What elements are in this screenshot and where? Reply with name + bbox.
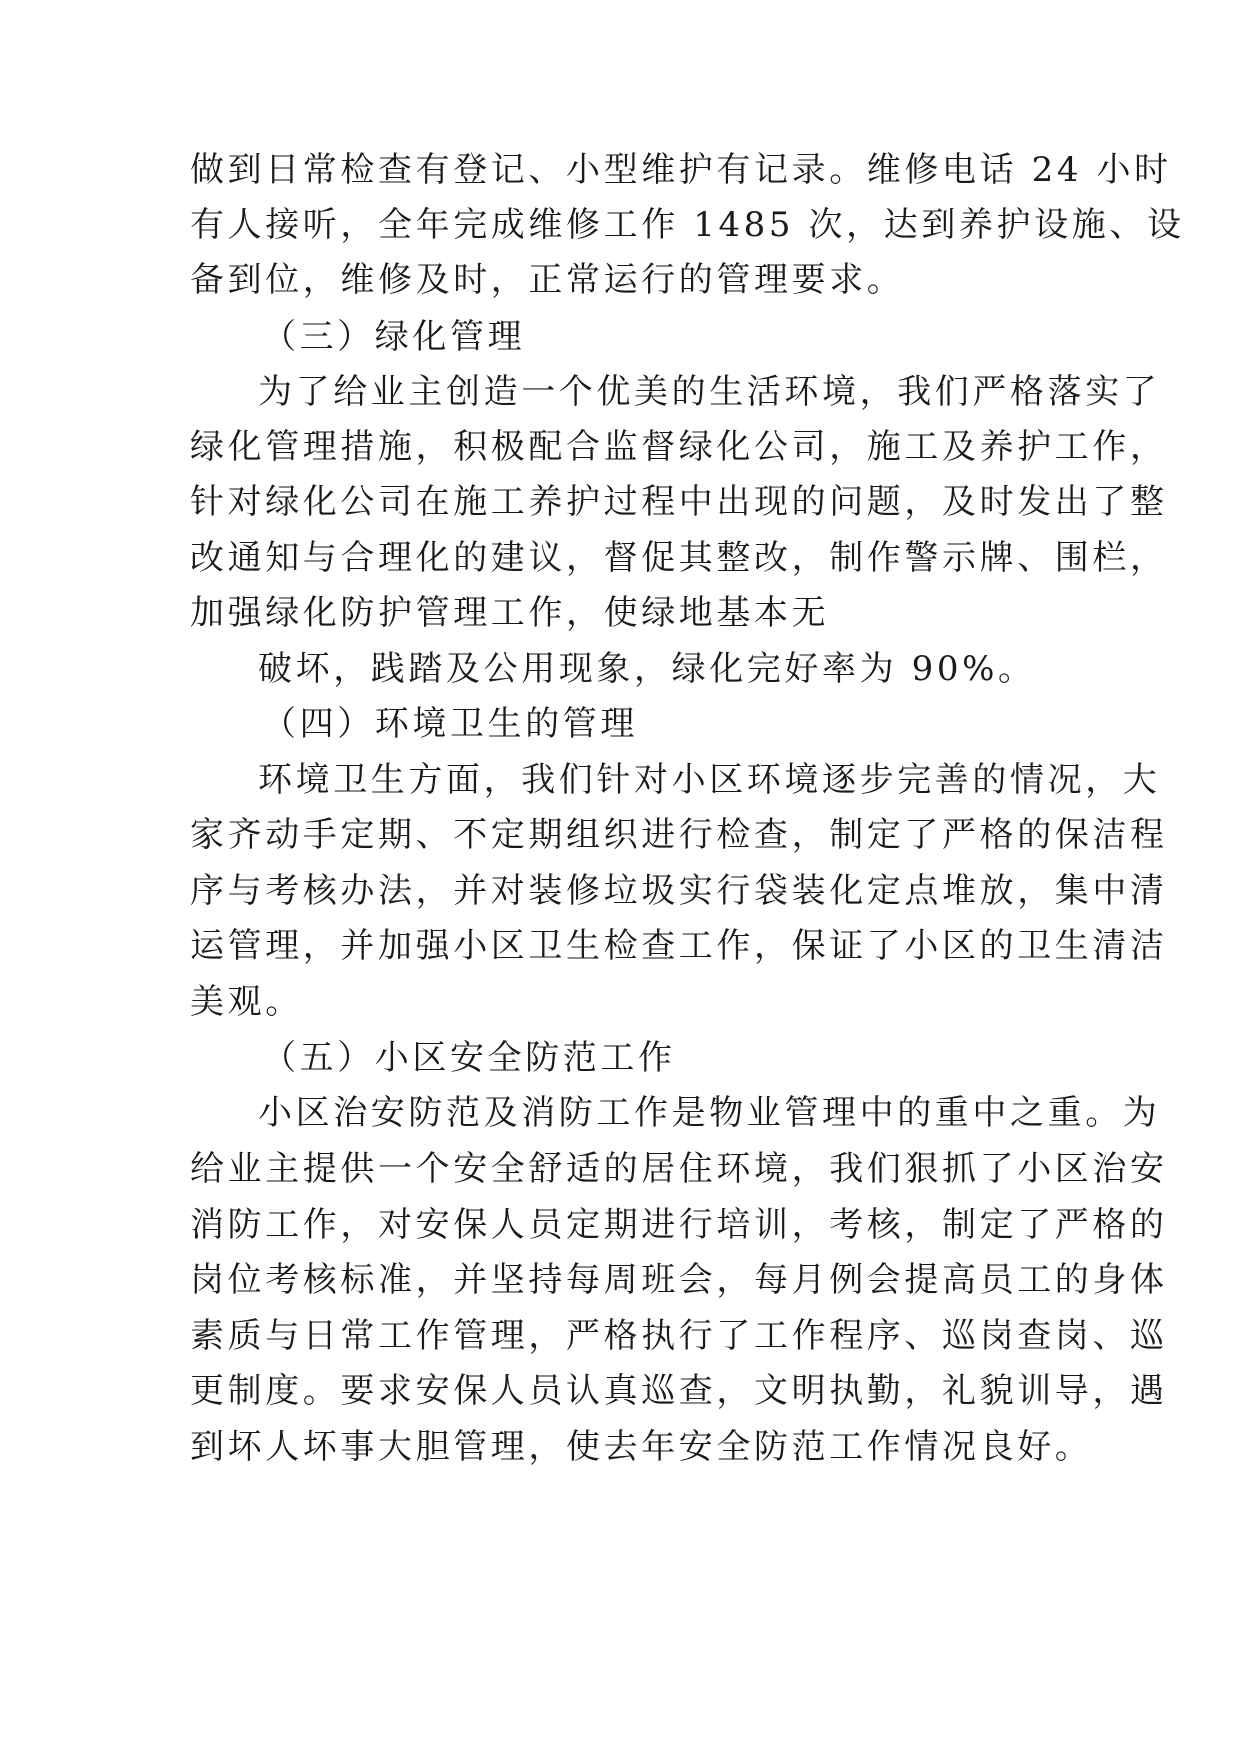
- body-text-line: 消防工作，对安保人员定期进行培训，考核，制定了严格的: [190, 1205, 1168, 1245]
- body-text-line: 绿化管理措施，积极配合监督绿化公司，施工及养护工作，: [190, 427, 1168, 467]
- body-text-line: 美观。: [190, 982, 303, 1022]
- body-text-line: 做到日常检查有登记、小型维护有记录。维修电话 24 小时: [190, 150, 1172, 190]
- body-text-line: 加强绿化防护管理工作，使绿地基本无: [190, 593, 830, 633]
- body-text-line: 家齐动手定期、不定期组织进行检查，制定了严格的保洁程: [190, 815, 1168, 855]
- body-text-line: 序与考核办法，并对装修垃圾实行袋装化定点堆放，集中清: [190, 871, 1168, 911]
- body-text-line: 更制度。要求安保人员认真巡查，文明执勤，礼貌训导，遇: [190, 1371, 1168, 1411]
- body-text-line: 备到位，维修及时，正常运行的管理要求。: [190, 260, 905, 300]
- section-heading-5: （五）小区安全防范工作: [262, 1038, 676, 1078]
- section-heading-3: （三）绿化管理: [262, 317, 526, 357]
- body-text-line: 改通知与合理化的建议，督促其整改，制作警示牌、围栏，: [190, 538, 1168, 578]
- body-text-line: 素质与日常工作管理，严格执行了工作程序、巡岗查岗、巡: [190, 1316, 1168, 1356]
- body-text-line: 小区治安防范及消防工作是物业管理中的重中之重。为: [258, 1093, 1161, 1133]
- body-text-line: 运管理，并加强小区卫生检查工作，保证了小区的卫生清洁: [190, 926, 1168, 966]
- body-text-line: 给业主提供一个安全舒适的居住环境，我们狠抓了小区治安: [190, 1149, 1168, 1189]
- body-text-line: 岗位考核标准，并坚持每周班会，每月例会提高员工的身体: [190, 1260, 1168, 1300]
- body-text-line: 环境卫生方面，我们针对小区环境逐步完善的情况，大: [258, 760, 1161, 800]
- body-text-line: 到坏人坏事大胆管理，使去年安全防范工作情况良好。: [190, 1427, 1093, 1467]
- body-text-line: 为了给业主创造一个优美的生活环境，我们严格落实了: [258, 372, 1161, 412]
- section-heading-4: （四）环境卫生的管理: [262, 704, 638, 744]
- body-text-line: 有人接听，全年完成维修工作 1485 次，达到养护设施、设: [190, 205, 1185, 245]
- body-text-line: 针对绿化公司在施工养护过程中出现的问题，及时发出了整: [190, 482, 1168, 522]
- body-text-line: 破坏，践踏及公用现象，绿化完好率为 90%。: [258, 649, 1036, 689]
